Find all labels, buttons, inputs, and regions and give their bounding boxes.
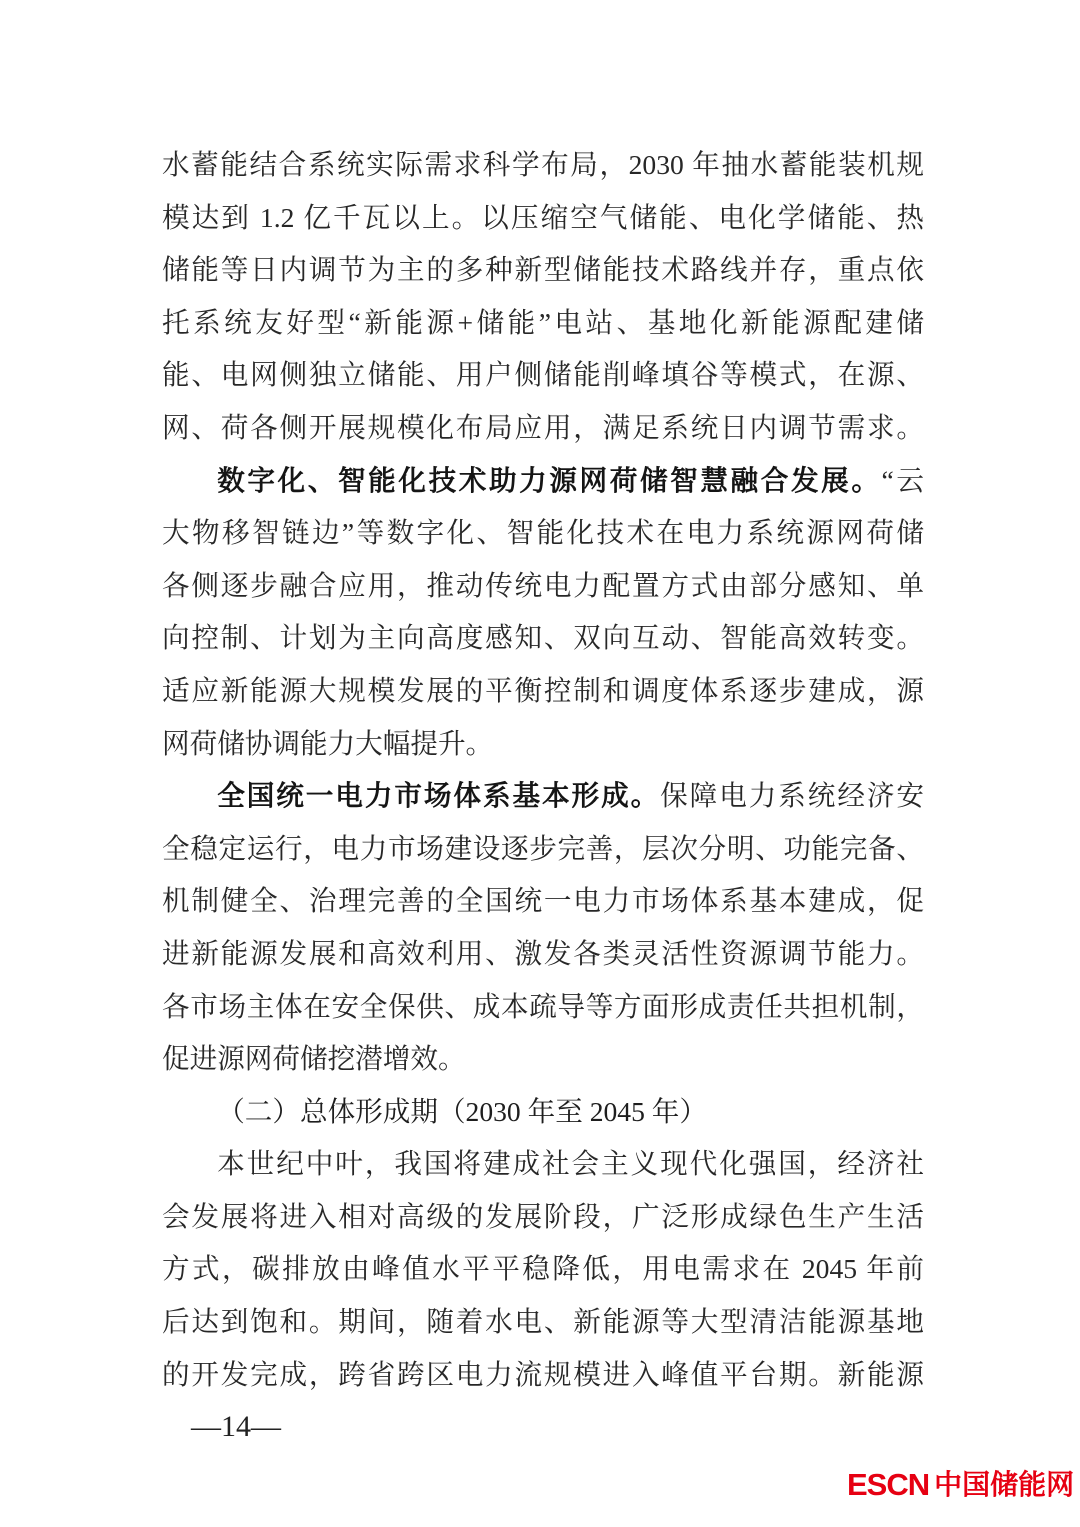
text-line <box>162 192 924 245</box>
text-line-content: 的开发完成，跨省跨区电力流规模进入峰值平台期。新能源 <box>162 1358 924 1390</box>
text-line-content: 托系统友好型“新能源+储能”电站、基地化新能源配建储 <box>162 306 924 338</box>
text-line <box>162 718 924 771</box>
paragraph-2 <box>162 455 924 771</box>
text-line-content: 后达到饱和。期间，随着水电、新能源等大型清洁能源基地 <box>162 1306 924 1338</box>
text-line-content: 向控制、计划为主向高度感知、双向互动、智能高效转变。 <box>162 622 924 654</box>
text-line-content: 全稳定运行，电力市场建设逐步完善，层次分明、功能完备、 <box>162 832 924 864</box>
text-line <box>162 981 924 1034</box>
text-line <box>162 402 924 455</box>
escn-logo <box>847 1469 1074 1500</box>
text-line-content: 机制健全、治理完善的全国统一电力市场体系基本建成，促 <box>162 885 924 917</box>
page-number: —14— <box>191 1410 281 1443</box>
text-line <box>162 665 924 718</box>
text-line-content: 方式，碳排放由峰值水平平稳降低，用电需求在 2045 年前 <box>162 1253 924 1285</box>
text-line <box>162 560 924 613</box>
text-line-content: 保障电力系统经济安 <box>660 780 924 812</box>
paragraph-3 <box>162 770 924 1086</box>
text-line <box>162 1243 924 1296</box>
paragraph-lead-bold: 全国统一电力市场体系基本形成。 <box>217 780 661 812</box>
paragraph-lead-bold: 数字化、智能化技术助力源网荷储智慧融合发展。 <box>217 464 882 496</box>
document-body <box>162 139 924 1401</box>
text-line <box>162 139 924 192</box>
paragraph-4 <box>162 1138 924 1401</box>
text-line <box>162 244 924 297</box>
paragraph-1 <box>162 139 924 455</box>
escn-logo-cjk: 中国储能网 <box>934 1469 1075 1500</box>
text-line <box>162 507 924 560</box>
text-line-content: 促进源网荷储挖潜增效。 <box>162 1043 466 1075</box>
text-line-content: 大物移智链边”等数字化、智能化技术在电力系统源网荷储 <box>162 517 924 549</box>
text-line <box>162 1033 924 1086</box>
text-line-content: 储能等日内调节为主的多种新型储能技术路线并存，重点依 <box>162 254 924 286</box>
text-line <box>162 612 924 665</box>
text-line-content: 网、荷各侧开展规模化布局应用，满足系统日内调节需求。 <box>162 411 924 443</box>
text-line-content: 网荷储协调能力大幅提升。 <box>162 727 494 759</box>
text-line <box>162 1296 924 1349</box>
text-line <box>162 455 924 508</box>
text-line <box>162 875 924 928</box>
text-line <box>162 823 924 876</box>
text-line-content: 各侧逐步融合应用，推动传统电力配置方式由部分感知、单 <box>162 569 924 601</box>
text-line <box>162 1349 924 1402</box>
text-line-content: 适应新能源大规模发展的平衡控制和调度体系逐步建成，源 <box>162 674 924 706</box>
text-line-content: 会发展将进入相对高级的发展阶段，广泛形成绿色生产生活 <box>162 1200 924 1232</box>
text-line-content: 各市场主体在安全保供、成本疏导等方面形成责任共担机制， <box>162 990 924 1022</box>
text-line <box>162 770 924 823</box>
escn-logo-latin: ESCN <box>847 1467 930 1502</box>
text-line-content: “云 <box>881 464 924 496</box>
text-line <box>162 297 924 350</box>
text-line-content: 水蓄能结合系统实际需求科学布局，2030 年抽水蓄能装机规 <box>162 149 924 180</box>
text-line-content: 进新能源发展和高效利用、激发各类灵活性资源调节能力。 <box>162 937 924 969</box>
text-line <box>162 1138 924 1191</box>
text-line <box>162 1191 924 1244</box>
section-heading <box>162 1086 924 1139</box>
text-line-content: 能、电网侧独立储能、用户侧储能削峰填谷等模式，在源、 <box>162 359 924 391</box>
text-line <box>162 349 924 402</box>
text-line-content: 模达到 1.2 亿千瓦以上。以压缩空气储能、电化学储能、热 <box>162 201 924 233</box>
text-line <box>162 928 924 981</box>
section-heading-text: （二）总体形成期（2030 年至 2045 年） <box>217 1095 707 1127</box>
text-line-content: 本世纪中叶，我国将建成社会主义现代化强国，经济社 <box>217 1148 924 1180</box>
